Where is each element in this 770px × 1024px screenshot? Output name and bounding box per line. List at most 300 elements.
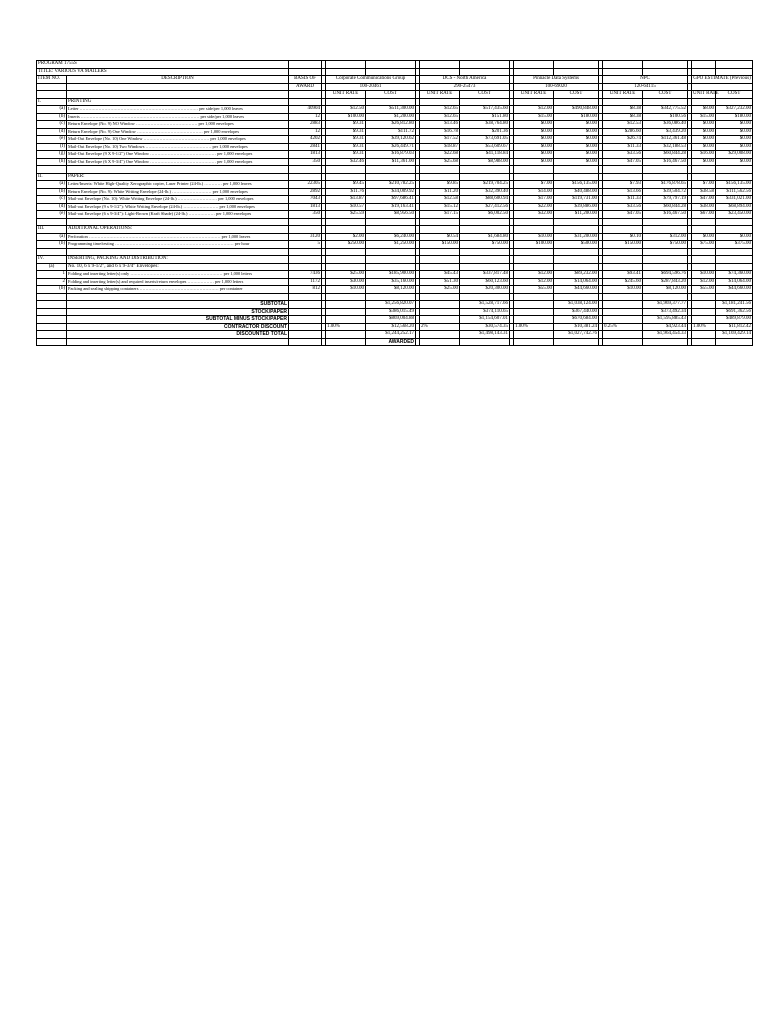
empty-cell: [716, 98, 753, 106]
unit-rate-value: $33.56: [603, 203, 643, 211]
cost-value: $331,021.00: [716, 196, 753, 204]
blank-row: [37, 166, 753, 174]
empty-cell: [67, 91, 289, 99]
empty-cell: [37, 83, 67, 91]
cost-value: $337,817.48: [460, 271, 510, 279]
empty-cell: [289, 226, 322, 234]
line-item-row: [37, 188, 753, 196]
section-label: PRINTING: [67, 98, 289, 106]
empty-cell: [326, 61, 366, 69]
empty-cell: [366, 226, 416, 234]
cost-value: $41,118.84: [460, 151, 510, 159]
empty-cell: [37, 293, 67, 301]
empty-cell: [460, 61, 510, 69]
cost-value: $89,232.00: [554, 271, 599, 279]
empty-cell: [420, 256, 460, 264]
unit-rate-value: $9.31: [326, 151, 366, 159]
totals-label: SUBTOTAL: [67, 301, 289, 309]
empty-cell: [643, 226, 688, 234]
line-item-row: [37, 136, 753, 144]
cost-value: $517,435.60: [460, 106, 510, 114]
line-item-description: Letter ……………………………………………………………………… per side/per 1,000 leaves: [67, 106, 289, 114]
cost-value: $0.00: [716, 128, 753, 136]
cost-value: $8,120.00: [643, 286, 688, 294]
unit-rate-value: $10.00: [514, 233, 554, 241]
empty-cell: [603, 98, 643, 106]
empty-cell: [692, 61, 716, 69]
empty-cell: [289, 68, 322, 76]
empty-cell: [603, 263, 643, 271]
unit-rate-value: $25.00: [420, 286, 460, 294]
total-value: $30,574.35: [460, 323, 510, 331]
vendor-name: DCS - North America: [420, 76, 510, 84]
cost-value: $32,188.53: [643, 143, 688, 151]
discount-percent: [420, 316, 460, 324]
unit-rate-value: $15.00: [692, 113, 716, 121]
empty-cell: [716, 61, 753, 69]
unit-rate-value: $12.58: [420, 196, 460, 204]
line-item-quantity: 350: [289, 211, 322, 219]
item-no-header: ITEM NO.: [37, 76, 67, 84]
cost-value: $219,704.25: [460, 181, 510, 189]
empty-cell: [37, 91, 67, 99]
unit-rate-value: $51.30: [420, 278, 460, 286]
section-number: IV.: [37, 256, 67, 264]
unit-rate-value: $47.05: [603, 211, 643, 219]
discount-percent: [692, 301, 716, 309]
total-value: $10,381.24: [554, 323, 599, 331]
empty-cell: [326, 173, 366, 181]
discount-percent: [326, 316, 366, 324]
line-item-row: [37, 211, 753, 219]
program-row: [37, 61, 753, 69]
empty-cell: [716, 248, 753, 256]
cost-value: $0.00: [554, 151, 599, 159]
unit-rate-value: $16.00: [692, 151, 716, 159]
empty-cell: [514, 98, 554, 106]
line-item-number: (f): [37, 143, 67, 151]
cost-value: $287,843.20: [643, 278, 688, 286]
discount-percent: 1.00%: [514, 323, 554, 331]
line-item-row: [37, 143, 753, 151]
empty-cell: [460, 293, 510, 301]
empty-cell: [326, 226, 366, 234]
empty-cell: [514, 256, 554, 264]
sub-item-number: (a): [37, 263, 67, 271]
empty-cell: [460, 338, 510, 346]
empty-cell: [603, 68, 643, 76]
unit-rate-value: $7.93: [603, 181, 643, 189]
cost-value: $16,467.50: [643, 211, 688, 219]
unit-rate-value: $13.87: [326, 196, 366, 204]
cost-value: $36,086.40: [643, 121, 688, 129]
cost-value: $35,160.00: [366, 278, 416, 286]
line-item-row: [37, 113, 753, 121]
line-item-number: (g): [37, 151, 67, 159]
empty-cell: [643, 293, 688, 301]
cost-value: $100.56: [643, 113, 688, 121]
unit-rate-value: $12.50: [326, 106, 366, 114]
totals-row: [37, 308, 753, 316]
discount-percent: [692, 331, 716, 339]
discount-percent: [420, 301, 460, 309]
unit-rate-value: $9.85: [420, 181, 460, 189]
empty-cell: [289, 166, 322, 174]
discount-percent: 1.00%: [326, 323, 366, 331]
unit-rate-value: $9.31: [326, 136, 366, 144]
unit-rate-value: $0.00: [514, 121, 554, 129]
empty-cell: [420, 166, 460, 174]
title-row: [37, 68, 753, 76]
empty-cell: [366, 61, 416, 69]
empty-cell: [514, 248, 554, 256]
empty-cell: [326, 98, 366, 106]
vendor-id: 290-25473: [420, 83, 510, 91]
unit-rate-value: $18.87: [420, 143, 460, 151]
blank-row: [37, 248, 753, 256]
empty-cell: [326, 293, 366, 301]
cost-value: $39,886.00: [554, 203, 599, 211]
empty-cell: [289, 248, 322, 256]
line-item-quantity: 7043: [289, 196, 322, 204]
line-item-description: Packing and sealing shipping containers ……………………………………………… per container: [67, 286, 289, 294]
unit-rate-header: UNIT RATE: [693, 91, 719, 96]
empty-cell: [366, 68, 416, 76]
section-header-row: [37, 98, 753, 106]
section-header-row: [37, 173, 753, 181]
cost-value: $0.00: [716, 121, 753, 129]
unit-rate-value: $0.00: [692, 143, 716, 151]
total-value: $1,027,742.76: [554, 331, 599, 339]
empty-cell: [67, 83, 289, 91]
unit-rate-value: $55.00: [692, 286, 716, 294]
cost-value: $79,797.19: [643, 196, 688, 204]
cost-value: $156,135.00: [554, 181, 599, 189]
unit-rate-value: $10.57: [326, 203, 366, 211]
section-number: I.: [37, 98, 67, 106]
description-header: DESCRIPTION: [67, 76, 289, 84]
empty-cell: [514, 263, 554, 271]
unit-rate-value: $17.15: [420, 211, 460, 219]
cost-value: $34,009.92: [366, 188, 416, 196]
unit-rate-value: $22.68: [420, 151, 460, 159]
empty-cell: [716, 68, 753, 76]
cost-value: $39,120.62: [366, 136, 416, 144]
empty-cell: [67, 338, 289, 346]
unit-rate-value: $10.00: [326, 286, 366, 294]
line-item-description: Mail-Out Envelope (9 X 9-1/2") One Window ……………………………………… per 1,000 envelopes: [67, 151, 289, 159]
empty-cell: [554, 98, 599, 106]
unit-rate-value: $17.00: [514, 196, 554, 204]
empty-cell: [37, 331, 67, 339]
empty-cell: [420, 338, 460, 346]
cost-header: COST: [460, 91, 510, 99]
total-value: $373,492.34: [643, 308, 688, 316]
empty-cell: [289, 301, 322, 309]
empty-cell: [420, 263, 460, 271]
section-label: INSERTING, PACKING AND DISTRIBUTION:: [67, 256, 289, 264]
unit-rate-value: $0.00: [514, 128, 554, 136]
discount-percent: [603, 316, 643, 324]
vendor-name: NPC: [603, 76, 688, 84]
cost-value: $312.00: [643, 233, 688, 241]
empty-cell: [326, 68, 366, 76]
empty-cell: [643, 166, 688, 174]
cost-value: $112,361.48: [643, 136, 688, 144]
empty-cell: [554, 293, 599, 301]
discount-percent: [514, 308, 554, 316]
cost-value: $500.00: [554, 241, 599, 249]
line-item-row: [37, 181, 753, 189]
totals-label: SUBTOTAL MINUS STOCK/PAPER: [67, 316, 289, 324]
empty-cell: [37, 338, 67, 346]
empty-cell: [289, 293, 322, 301]
cost-value: $44,660.00: [554, 286, 599, 294]
cost-value: $16,879.03: [366, 151, 416, 159]
line-item-quantity: 7436: [289, 271, 322, 279]
line-item-quantity: 2883: [289, 121, 322, 129]
line-item-quantity: 12: [289, 113, 322, 121]
vendor-id: [692, 83, 753, 91]
cost-value: $29,008.00: [716, 151, 753, 159]
total-value: $1,256,820.07: [366, 301, 416, 309]
unit-rate-value: $13.66: [603, 188, 643, 196]
empty-cell: [692, 226, 716, 234]
total-value: $670,684.00: [554, 316, 599, 324]
empty-cell: [460, 263, 510, 271]
cost-value: $11,361.00: [366, 158, 416, 166]
unit-rate-value: $45.43: [420, 271, 460, 279]
totals-row: [37, 331, 753, 339]
empty-cell: [603, 338, 643, 346]
total-value: $869,004.88: [366, 316, 416, 324]
line-item-number: (b): [37, 188, 67, 196]
line-item-description: Mail-out Envelope (No. 10): White Writing Envelope (24-lb.) ……………………… per 1,000 envelopes: [67, 196, 289, 204]
unit-rate-value: $47.00: [692, 196, 716, 204]
cost-value: $210,782.25: [366, 181, 416, 189]
empty-cell: [514, 218, 554, 226]
line-item-description: Return Envelope (No. 9): White Writing Envelope (24-lb.) ……………………… per 1,000 envelopes: [67, 188, 289, 196]
empty-cell: [716, 218, 753, 226]
empty-cell: [554, 166, 599, 174]
discount-percent: [603, 331, 643, 339]
line-item-quantity: 40904: [289, 106, 322, 114]
line-item-number: (b): [37, 241, 67, 249]
discount-percent: [514, 301, 554, 309]
line-item-quantity: 1813: [289, 203, 322, 211]
line-item-number: 1: [37, 271, 67, 279]
line-item-description: Folding and inserting letter(s) only ……………………………………………………… per 1,000 letters: [67, 271, 289, 279]
unit-rate-value: $8.38: [603, 106, 643, 114]
total-value: $12,568.20: [366, 323, 416, 331]
unit-rate-value: $0.00: [692, 128, 716, 136]
empty-cell: [366, 98, 416, 106]
unit-rate-value: $17.52: [420, 136, 460, 144]
vendor-name: GPO ESTIMATE (Previous): [693, 76, 751, 81]
empty-cell: [554, 226, 599, 234]
unit-rate-value: $250.00: [326, 241, 366, 249]
empty-cell: [716, 263, 753, 271]
line-item-row: [37, 203, 753, 211]
total-value: $489,879.00: [716, 316, 753, 324]
empty-cell: [366, 248, 416, 256]
cost-value: $156,135.00: [716, 181, 753, 189]
cost-value: $39,504.72: [643, 188, 688, 196]
empty-cell: [716, 256, 753, 264]
unit-rate-value: $245.60: [603, 278, 643, 286]
empty-cell: [554, 338, 599, 346]
section-header-row: [37, 226, 753, 234]
unit-rate-value: $0.00: [514, 143, 554, 151]
empty-cell: [643, 218, 688, 226]
cost-value: $88,600.94: [460, 196, 510, 204]
empty-cell: [366, 218, 416, 226]
unit-rate-value: $15.00: [514, 113, 554, 121]
cost-value: $26,449.71: [366, 143, 416, 151]
unit-rate-value: $32.00: [514, 211, 554, 219]
empty-cell: [692, 98, 716, 106]
cost-value: $26,812.80: [366, 121, 416, 129]
cost-value: $201.36: [460, 128, 510, 136]
empty-cell: [460, 68, 510, 76]
section-header-row: [37, 256, 753, 264]
unit-rate-value: $0.54: [420, 233, 460, 241]
cost-value: $23,450.00: [716, 211, 753, 219]
section-label: ADDITIONAL OPERATIONS:: [67, 226, 289, 234]
header-row-3: [37, 91, 753, 99]
line-item-row: [37, 158, 753, 166]
empty-cell: [643, 338, 688, 346]
line-item-row: [37, 271, 753, 279]
unit-rate-value: $100.00: [514, 241, 554, 249]
unit-rate-value: $9.31: [326, 143, 366, 151]
empty-cell: [460, 248, 510, 256]
cost-header: COST: [366, 91, 416, 99]
cost-value: $8,988.00: [460, 158, 510, 166]
basis-header: BASIS OF: [289, 76, 322, 84]
cost-value: $119,731.00: [554, 196, 599, 204]
awarded-label: AWARDED: [366, 338, 416, 346]
cost-value: $0.00: [554, 143, 599, 151]
empty-cell: [643, 248, 688, 256]
cost-value: $0.00: [554, 121, 599, 129]
unit-rate-value: $12.53: [603, 121, 643, 129]
empty-cell: [289, 61, 322, 69]
discount-percent: [603, 301, 643, 309]
cost-value: $511,300.00: [366, 106, 416, 114]
totals-row: [37, 301, 753, 309]
line-item-row: [37, 286, 753, 294]
empty-cell: [326, 263, 366, 271]
cost-value: $180.00: [716, 113, 753, 121]
empty-cell: [420, 248, 460, 256]
cost-value: $327,232.00: [716, 106, 753, 114]
empty-cell: [603, 61, 643, 69]
total-value: $691,362.56: [716, 308, 753, 316]
unit-rate-value: $0.10: [603, 233, 643, 241]
empty-cell: [366, 173, 416, 181]
blank-row: [37, 293, 753, 301]
empty-cell: [643, 98, 688, 106]
empty-cell: [603, 248, 643, 256]
cost-value: $185,900.00: [366, 271, 416, 279]
empty-cell: [692, 263, 716, 271]
empty-cell: [603, 218, 643, 226]
cost-value: $0.00: [554, 158, 599, 166]
unit-rate-value: $0.00: [692, 121, 716, 129]
empty-cell: [289, 308, 322, 316]
cost-value: $97,686.41: [366, 196, 416, 204]
cost-value: $16,467.50: [643, 158, 688, 166]
empty-cell: [67, 293, 289, 301]
unit-rate-value: $2.00: [326, 233, 366, 241]
line-item-row: [37, 241, 753, 249]
empty-cell: [514, 173, 554, 181]
total-value: $4,923.44: [643, 323, 688, 331]
unit-rate-value: $150.00: [420, 241, 460, 249]
line-item-number: (h): [37, 158, 67, 166]
unit-rate-value: $0.00: [514, 151, 554, 159]
line-item-quantity: 5: [289, 241, 322, 249]
cost-value: $750.00: [643, 241, 688, 249]
cost-value: $60,844.28: [643, 151, 688, 159]
empty-cell: [554, 68, 599, 76]
cost-value: $74,360.00: [716, 271, 753, 279]
unit-rate-value: $10.00: [603, 286, 643, 294]
cost-value: $31,200.00: [554, 233, 599, 241]
empty-cell: [289, 338, 322, 346]
empty-cell: [37, 301, 67, 309]
unit-rate-value: $25.00: [326, 271, 366, 279]
total-value: $1,964,454.33: [643, 331, 688, 339]
cost-value: $1,684.80: [460, 233, 510, 241]
line-item-number: (a): [37, 233, 67, 241]
empty-cell: [37, 166, 67, 174]
program-label: PROGRAM 1755S: [37, 61, 289, 69]
unit-rate-value: $9.31: [326, 121, 366, 129]
line-item-number: (d): [37, 203, 67, 211]
empty-cell: [692, 293, 716, 301]
empty-cell: [420, 68, 460, 76]
total-value: $374,110.65: [460, 308, 510, 316]
cost-value: $6,240.00: [366, 233, 416, 241]
line-item-quantity: 2892: [289, 188, 322, 196]
empty-cell: [460, 256, 510, 264]
line-item-description: Mail-Out Envelope (6 X 9-3/4") One Window ……………………………………… per 1,000 envelopes: [67, 158, 289, 166]
vendor-id: 120-64115: [603, 83, 688, 91]
empty-cell: [366, 263, 416, 271]
header-row-2: [37, 83, 753, 91]
unit-rate-value: $12.00: [514, 271, 554, 279]
unit-rate-value: $32.46: [326, 158, 366, 166]
empty-cell: [420, 173, 460, 181]
total-value: $1,038,124.00: [554, 301, 599, 309]
empty-cell: [420, 98, 460, 106]
unit-rate-value: $15.12: [420, 203, 460, 211]
unit-rate-value: $10.00: [692, 271, 716, 279]
line-item-row: [37, 278, 753, 286]
awarded-row: [37, 338, 753, 346]
cost-value: $1,200.00: [366, 113, 416, 121]
unit-rate-header: UNIT RATE: [514, 91, 554, 99]
totals-label: STOCK/PAPER: [67, 308, 289, 316]
total-value: $1,969,377.77: [643, 301, 688, 309]
unit-rate-value: $12.65: [420, 113, 460, 121]
unit-rate-value: $11.33: [603, 196, 643, 204]
line-item-quantity: 3120: [289, 233, 322, 241]
empty-cell: [289, 91, 322, 99]
total-value: $1,154,607.01: [460, 316, 510, 324]
